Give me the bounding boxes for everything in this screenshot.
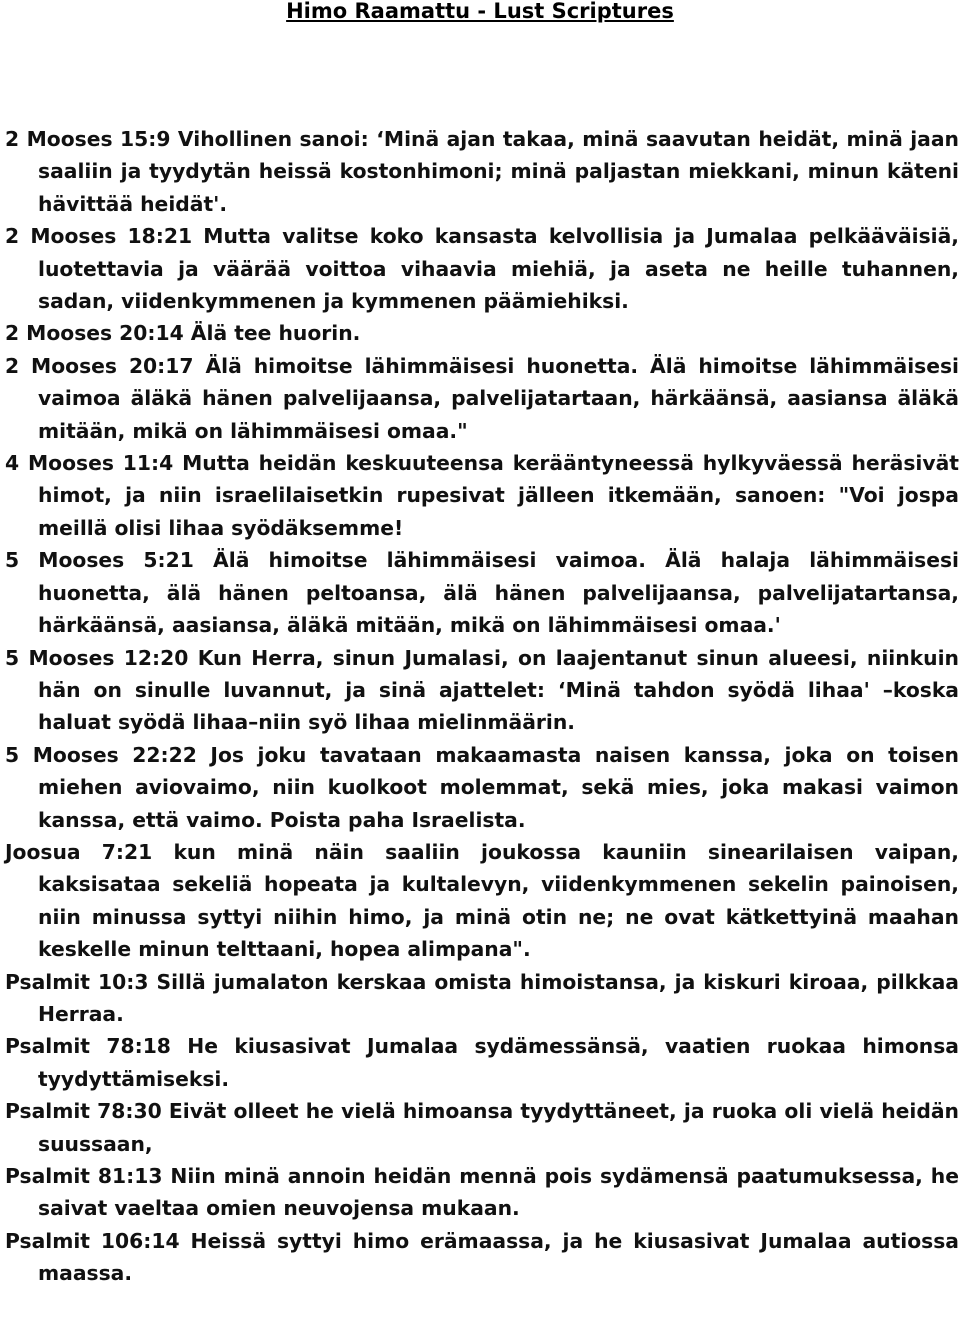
verse-item: Psalmit 81:13 Niin minä annoin heidän mennä pois sydämensä paatumuksessa, he saivat vaeltaa omien neuvojensa mukaan. bbox=[5, 1164, 959, 1221]
verse-item: Psalmit 106:14 Heissä syttyi himo erämaassa, ja he kiusasivat Jumalaa autiossa maassa. bbox=[5, 1228, 959, 1286]
verse-item: 2 Mooses 20:17 Älä himoitse lähimmäisesi huonetta. Älä himoitse lähimmäisesi vaimoa äläkä hänen palvelijaansa, palvelijatartaan, härkäänsä, aasiansa äläkä mitään, mikä on lähimmäisesi omaa." bbox=[5, 353, 959, 443]
verse-item: 5 Mooses 5:21 Älä himoitse lähimmäisesi vaimoa. Älä halaja lähimmäisesi huonetta, älä hänen peltoansa, älä hänen palvelijaansa, palvelijatartansa, härkäänsä, aasiansa, äläkä mitään, mikä on lähimmäisesi omaa.' bbox=[5, 548, 959, 638]
verse-item: 2 Mooses 15:9 Vihollinen sanoi: ‘Minä ajan takaa, minä saavutan heidät, minä jaan saaliin ja tyydytän heissä kostonhimoni; minä paljastan miekkani, minun käteni hävittää heidät'. bbox=[5, 127, 959, 216]
page-title: Himo Raamattu - Lust Scriptures bbox=[286, 0, 674, 23]
verse-item: Joosua 7:21 kun minä näin saaliin joukossa kauniin sinearilaisen vaipan, kaksisataa sekeliä hopeata ja kultalevyn, viidenkymmenen sekelin painoisen, niin minussa syttyi niihin himo, ja minä otin ne; ne ovat kätkettyinä maahan keskelle minun telttaani, hopea alimpana". bbox=[5, 839, 959, 962]
verse-item: Psalmit 78:30 Eivät olleet he vielä himoansa tyydyttäneet, ja ruoka oli vielä heidän suussaan, bbox=[5, 1099, 959, 1156]
verse-item: Psalmit 78:18 He kiusasivat Jumalaa sydämessänsä, vaatien ruokaa himonsa tyydyttämiseksi. bbox=[5, 1034, 959, 1091]
verse-list bbox=[5, 123, 959, 1290]
verse-item: Psalmit 10:3 Sillä jumalaton kerskaa omista himoistansa, ja kiskuri kiroaa, pilkkaa Herraa. bbox=[5, 969, 959, 1026]
verse-item: 5 Mooses 22:22 Jos joku tavataan makaamasta naisen kanssa, joka on toisen miehen aviovaimo, niin kuolkoot molemmat, sekä mies, joka makasi vaimon kanssa, että vaimo. Poista paha Israelista. bbox=[5, 742, 959, 832]
verse-item: 5 Mooses 12:20 Kun Herra, sinun Jumalasi, on laajentanut sinun alueesi, niinkuin hän on sinulle luvannut, ja sinä ajattelet: ‘Minä tahdon syödä lihaa' –koska haluat syödä lihaa–niin syö lihaa mielinmäärin. bbox=[5, 645, 959, 735]
verse-item: 2 Mooses 20:14 Älä tee huorin. bbox=[5, 321, 361, 346]
verse-item: 2 Mooses 18:21 Mutta valitse koko kansasta kelvollisia ja Jumalaa pelkääväisiä, luotettavia ja väärää voittoa vihaavia miehiä, ja aseta ne heille tuhannen, sadan, viidenkymmenen ja kymmenen päämiehiksi. bbox=[5, 224, 959, 314]
verse-item: 4 Mooses 11:4 Mutta heidän keskuuteensa kerääntyneessä hylkyväessä heräsivät himot, ja niin israelilaisetkin rupesivat jälleen itkemään, sanoen: "Voi jospa meillä olisi lihaa syödäksemme! bbox=[5, 451, 959, 540]
